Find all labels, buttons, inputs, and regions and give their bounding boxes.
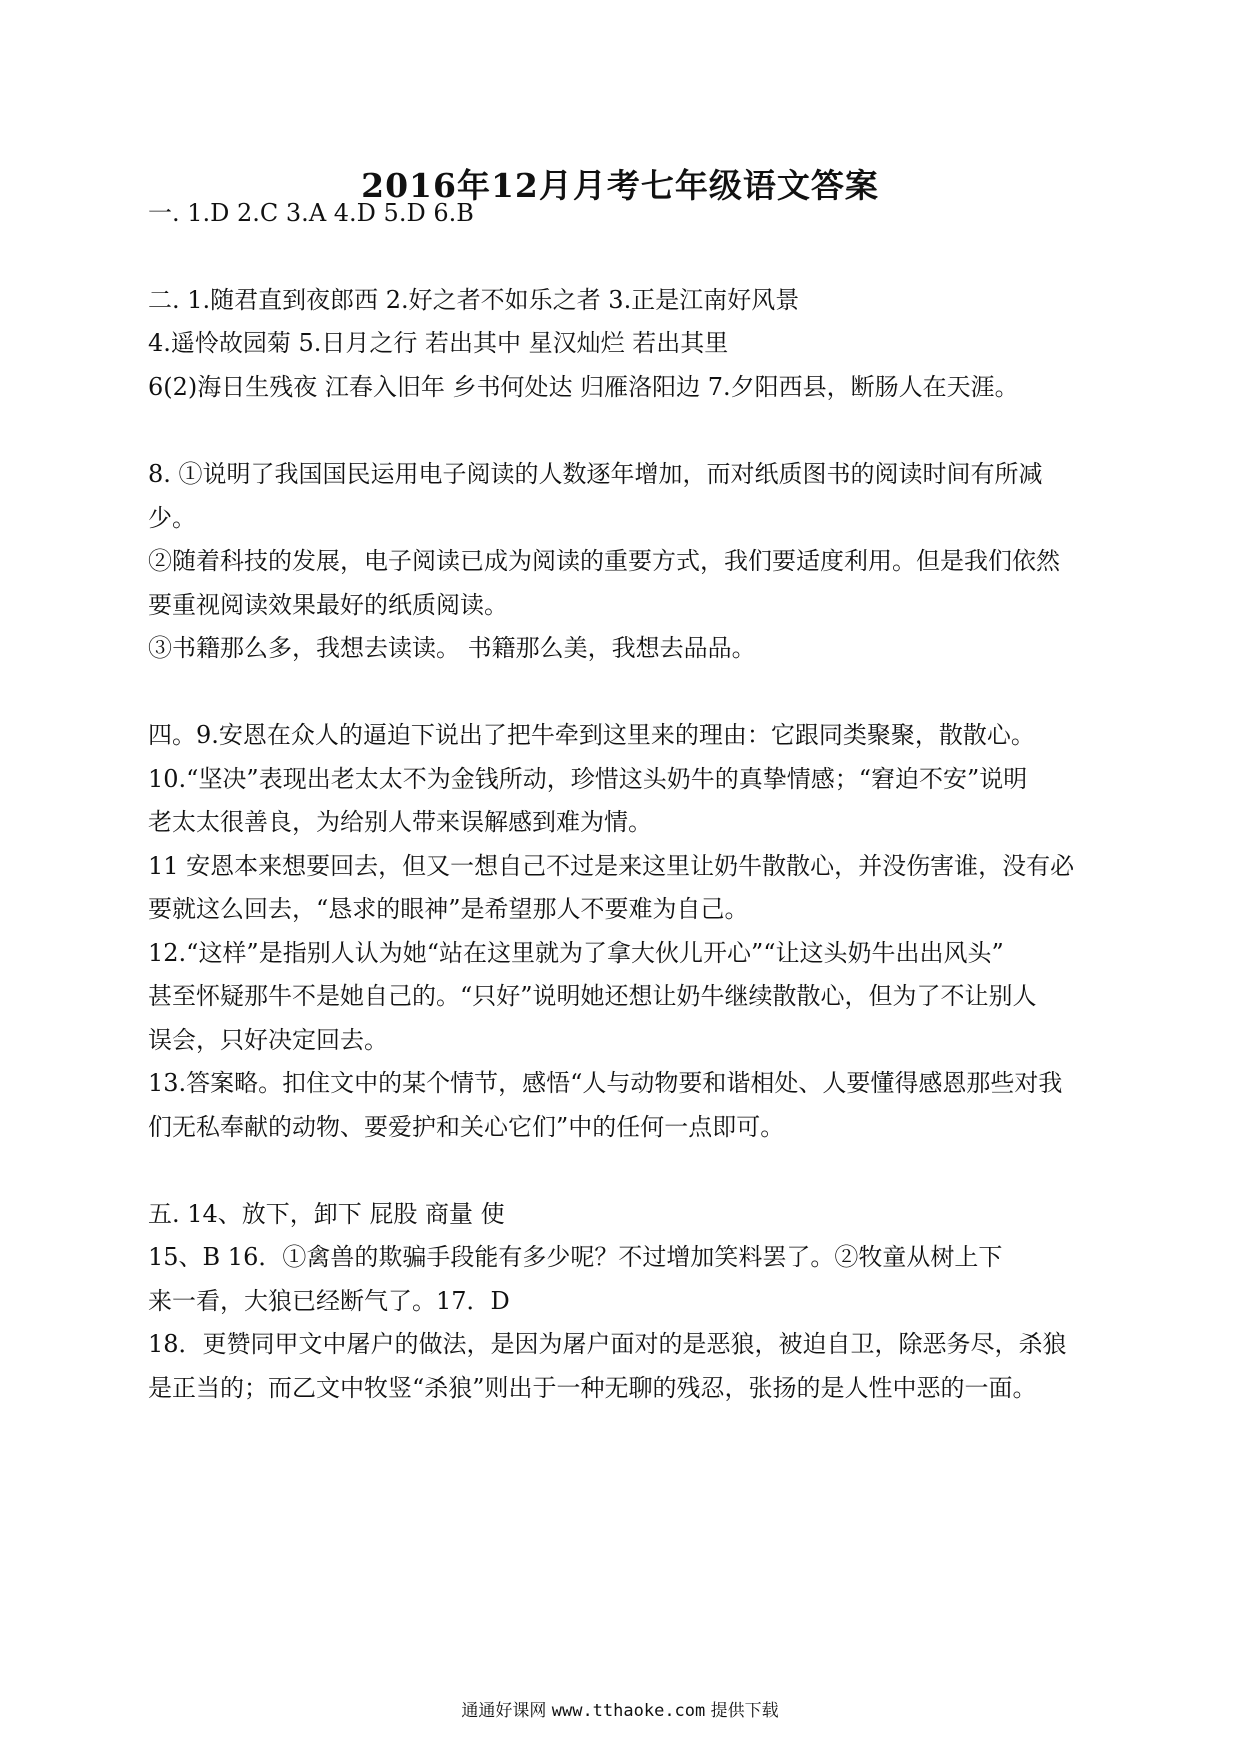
section-4-line-8: 误会，只好决定回去。 bbox=[148, 1026, 388, 1054]
q8-line-2: 少。 bbox=[148, 504, 196, 532]
q8-line-4: 要重视阅读效果最好的纸质阅读。 bbox=[148, 591, 508, 619]
footer-suffix: 提供下载 bbox=[710, 1701, 779, 1721]
section-5-line-2: 15、B 16．①禽兽的欺骗手段能有多少呢？不过增加笑料罢了。②牧童从树上下 bbox=[148, 1243, 1003, 1271]
section-2-line-1: 二. 1.随君直到夜郎西 2.好之者不如乐之者 3.正是江南好风景 bbox=[148, 286, 800, 314]
section-5-line-5: 是正当的；而乙文中牧竖“杀狼”则出于一种无聊的残忍，张扬的是人性中恶的一面。 bbox=[148, 1374, 1037, 1402]
section-5-line-1: 五. 14、放下，卸下 屁股 商量 使 bbox=[148, 1200, 505, 1228]
q8-line-5: ③书籍那么多，我想去读读。 书籍那么美，我想去品品。 bbox=[148, 634, 756, 662]
q8-line-3: ②随着科技的发展，电子阅读已成为阅读的重要方式，我们要适度利用。但是我们依然 bbox=[148, 547, 1060, 575]
section-4-line-6: 12.“这样”是指别人认为她“站在这里就为了拿大伙儿开心”“让这头奶牛出出风头” bbox=[148, 939, 1004, 967]
section-1-answers: 一. 1.D 2.C 3.A 4.D 5.D 6.B bbox=[148, 199, 474, 227]
section-4-line-3: 老太太很善良，为给别人带来误解感到难为情。 bbox=[148, 808, 652, 836]
section-4-line-7: 甚至怀疑那牛不是她自己的。“只好”说明她还想让奶牛继续散散心，但为了不让别人 bbox=[148, 982, 1037, 1010]
section-5-line-4: 18．更赞同甲文中屠户的做法，是因为屠户面对的是恶狼，被迫自卫，除恶务尽，杀狼 bbox=[148, 1330, 1067, 1358]
section-2-line-2: 4.遥怜故园菊 5.日月之行 若出其中 星汉灿烂 若出其里 bbox=[148, 329, 729, 357]
footer-site-name: 通通好课网 bbox=[461, 1701, 547, 1721]
section-4-line-2: 10.“坚决”表现出老太太不为金钱所动，珍惜这头奶牛的真挚情感；“窘迫不安”说明 bbox=[148, 765, 1028, 793]
section-2-line-3: 6(2)海日生残夜 江春入旧年 乡书何处达 归雁洛阳边 7.夕阳西县，断肠人在天涯。 bbox=[148, 373, 1019, 401]
section-4-line-4: 11 安恩本来想要回去，但又一想自己不过是来这里让奶牛散散心，并没伤害谁，没有必 bbox=[148, 852, 1075, 880]
q8-line-1: 8. ①说明了我国国民运用电子阅读的人数逐年增加，而对纸质图书的阅读时间有所减 bbox=[148, 460, 1043, 488]
document-title: 2016年12月月考七年级语文答案 bbox=[361, 166, 879, 205]
footer-url: www.tthaoke.com bbox=[551, 1701, 706, 1721]
section-5-line-3: 来一看，大狼已经断气了。17．D bbox=[148, 1287, 510, 1315]
footer-credit bbox=[0, 1696, 1240, 1721]
section-4-line-10: 们无私奉献的动物、要爱护和关心它们”中的任何一点即可。 bbox=[148, 1113, 785, 1141]
section-4-line-1: 四。9.安恩在众人的逼迫下说出了把牛牵到这里来的理由：它跟同类聚聚，散散心。 bbox=[148, 721, 1035, 749]
section-4-line-9: 13.答案略。扣住文中的某个情节，感悟“人与动物要和谐相处、人要懂得感恩那些对我 bbox=[148, 1069, 1063, 1097]
section-4-line-5: 要就这么回去，“恳求的眼神”是希望那人不要难为自己。 bbox=[148, 895, 749, 923]
